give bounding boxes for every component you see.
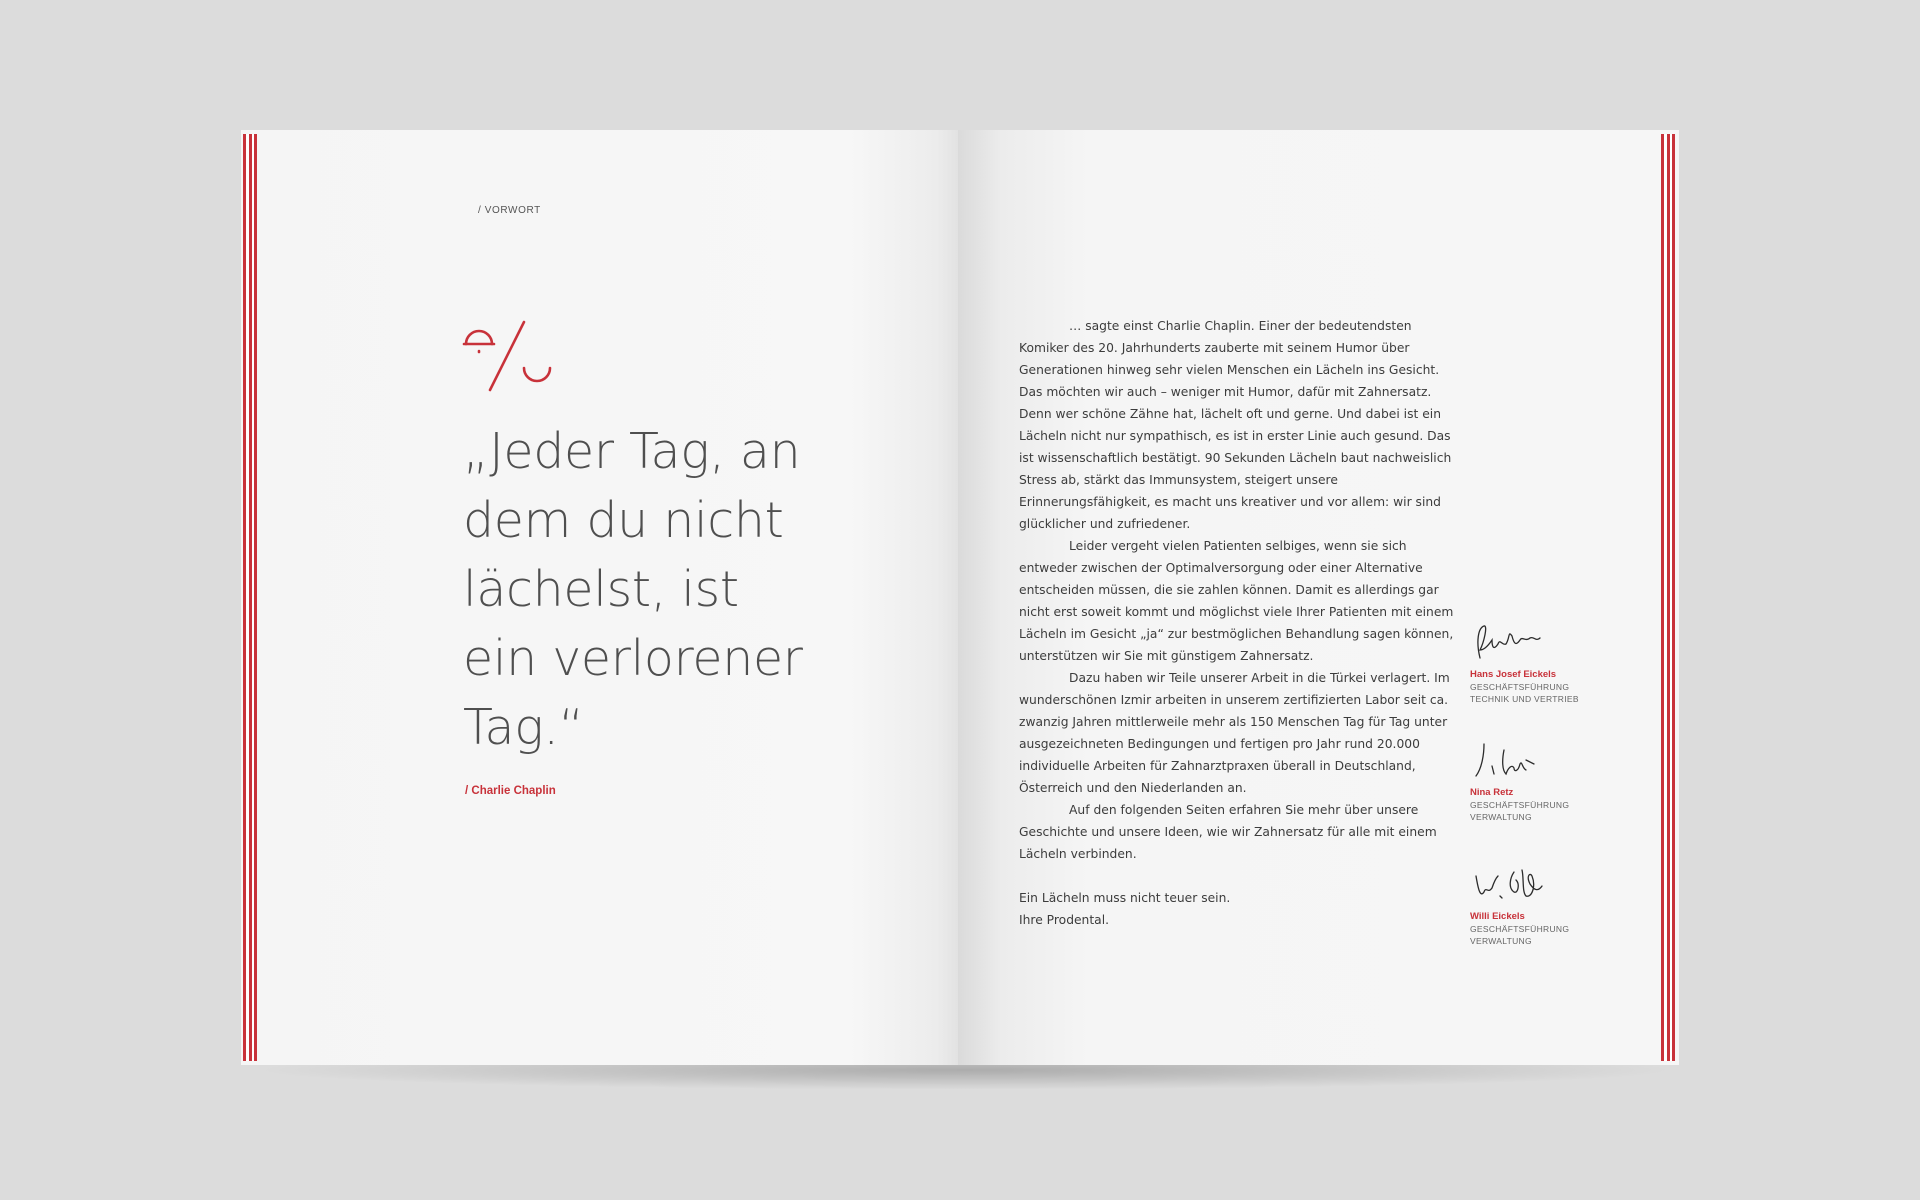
signer-role: TECHNIK UND VERTRIEB [1470,694,1579,704]
signature-icon [1470,620,1560,664]
quote-author: / Charlie Chaplin [465,785,556,797]
signer-role: GESCHÄFTSFÜHRUNG [1470,924,1570,934]
foreword-body [1019,315,1459,931]
signature-icon [1470,862,1560,906]
quote-line: „Jeder Tag, an [463,423,801,480]
closing-signoff: Ihre Prodental. [1019,913,1110,927]
smile-percent-logo-icon [462,318,554,396]
signer-role: GESCHÄFTSFÜHRUNG [1470,682,1570,692]
signer-role: VERWALTUNG [1470,812,1532,822]
body-paragraph: Leider vergeht vielen Patienten selbiges, wenn sie sich entweder zwischen der Optimalversorgung oder einer Alternative entscheiden müssen, die sie zahlen können. Damit es allerdings gar nicht erst soweit kommt und möglichst viele Ihrer Patienten mit einem Lächeln im Gesicht „ja“ zur bestmöglichen Behandlung sagen können, unterstützen wir Sie mit günstigem Zahnersatz. [1019,539,1454,663]
signer-name: Nina Retz [1470,787,1514,798]
page-edge-red [254,134,257,1061]
body-paragraph: … sagte einst Charlie Chaplin. Einer der bedeutendsten Komiker des 20. Jahrhunderts zauberte mit seinem Humor über Generationen hinweg sehr vielen Menschen ein Lächeln ins Gesicht. Das möchten wir auch – weniger mit Humor, dafür mit Zahnersatz. Denn wer schöne Zähne hat, lächelt oft und gerne. Und dabei ist ein Lächeln nicht nur sympathisch, es ist in erster Linie auch gesund. Das ist wissenschaftlich bestätigt. 90 Sekunden Lächeln baut nachweislich Stress ab, stärkt das Immunsystem, steigert unsere Erinnerungsfähigkeit, es macht uns kreativer und vor allem: wir sind glücklicher und zufriedener. [1019,319,1452,531]
quote-line: dem du nicht [463,492,784,549]
signer-block [1470,738,1620,823]
signer-role: VERWALTUNG [1470,936,1532,946]
section-label: / VORWORT [478,205,541,216]
signature-icon [1470,738,1560,782]
quote-line: Tag.“ [463,699,584,756]
page-edge-red [1672,134,1675,1061]
closing-line: Ein Lächeln muss nicht teuer sein. [1019,891,1231,905]
signer-name: Hans Josef Eickels [1470,669,1557,680]
pull-quote [463,417,883,762]
signer-block [1470,862,1620,947]
body-paragraph: Auf den folgenden Seiten erfahren Sie mehr über unsere Geschichte und unsere Ideen, wie wir Zahnersatz für alle mit einem Lächeln verbinden. [1019,803,1437,861]
signer-name: Willi Eickels [1470,911,1525,922]
signer-block [1470,620,1620,705]
quote-line: lächelst, ist [463,561,739,618]
quote-line: ein verlorener [463,630,803,687]
signer-role: GESCHÄFTSFÜHRUNG [1470,800,1570,810]
body-paragraph: Dazu haben wir Teile unserer Arbeit in die Türkei verlagert. Im wunderschönen Izmir arbeiten in unserem zertifizierten Labor seit ca. zwanzig Jahren mittlerweile mehr als 150 Menschen Tag für Tag unter ausgezeichneten Bedingungen und fertigen pro Jahr rund 20.000 individuelle Arbeiten für Zahnarztpraxen überall in Deutschland, Österreich und den Niederlanden an. [1019,671,1450,795]
closing [1019,887,1459,931]
